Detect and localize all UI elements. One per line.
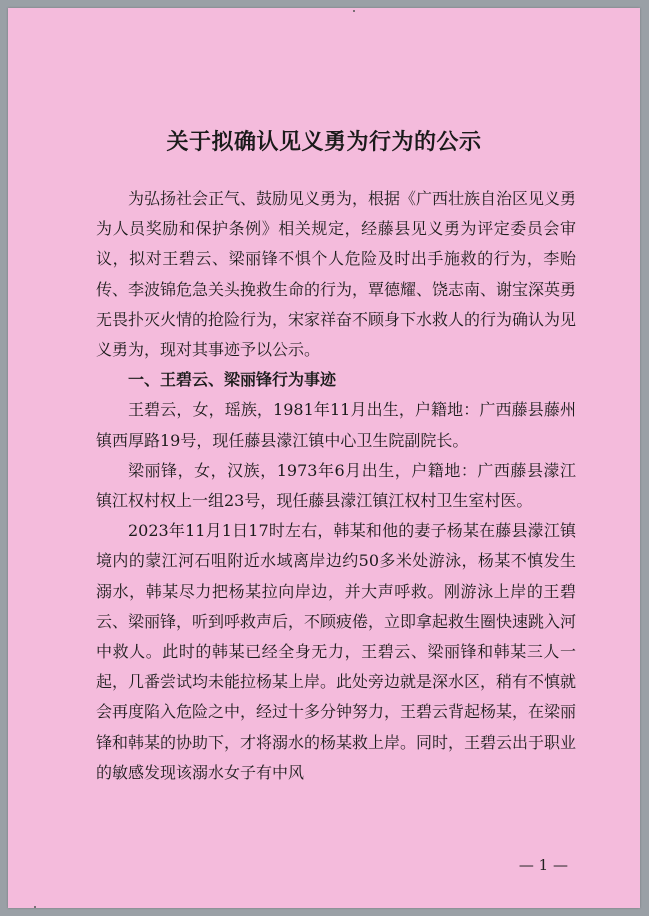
scan-speck — [34, 906, 36, 908]
intro-paragraph: 为弘扬社会正气、鼓励见义勇为，根据《广西壮族自治区见义勇为人员奖励和保护条例》相关规定，经藤县见义勇为评定委员会审议，拟对王碧云、梁丽锋不惧个人危险及时出手施救的行为，李贻传、李波锦危急关头挽救生命的行为，覃德耀、饶志南、谢宝深英勇无畏扑灭火情的抢险行为，宋家祥奋不顾身下水救人的行为确认为见义勇为，现对其事迹予以公示。 — [96, 189, 577, 360]
person-profile-paragraph: 王碧云，女，瑶族，1981年11月出生，户籍地：广西藤县藤州镇西厚路19号，现任藤县濛江镇中心卫生院副院长。 — [96, 400, 576, 450]
document-body — [96, 184, 576, 788]
narrative-paragraph: 2023年11月1日17时左右，韩某和他的妻子杨某在藤县濛江镇境内的蒙江河石咀附近水域离岸边约50多米处游泳，杨某不慎发生溺水，韩某尽力把杨某拉向岸边，并大声呼救。刚游泳上岸的王碧云、梁丽锋，听到呼救声后，不顾疲倦，立即拿起救生圈快速跳入河中救人。此时的韩某已经全身无力，王碧云、梁丽锋和韩某三人一起，几番尝试均未能拉杨某上岸。此处旁边就是深水区，稍有不慎就会再度陷入危险之中，经过十多分钟努力，王碧云背起杨某，在梁丽锋和韩某的协助下，才将溺水的杨某救上岸。同时，王碧云出于职业的敏感发现该溺水女子有中风 — [96, 521, 577, 782]
page-number: — 1 — — [518, 856, 568, 874]
document-page — [8, 8, 640, 908]
section-heading: 一、王碧云、梁丽锋行为事迹 — [128, 370, 337, 390]
person-profile-paragraph: 梁丽锋，女，汉族，1973年6月出生，户籍地：广西藤县濛江镇江权村权上一组23号，现任藤县濛江镇江权村卫生室村医。 — [96, 460, 576, 511]
scan-speck — [353, 10, 355, 12]
document-title: 关于拟确认见义勇为行为的公示 — [166, 129, 482, 155]
